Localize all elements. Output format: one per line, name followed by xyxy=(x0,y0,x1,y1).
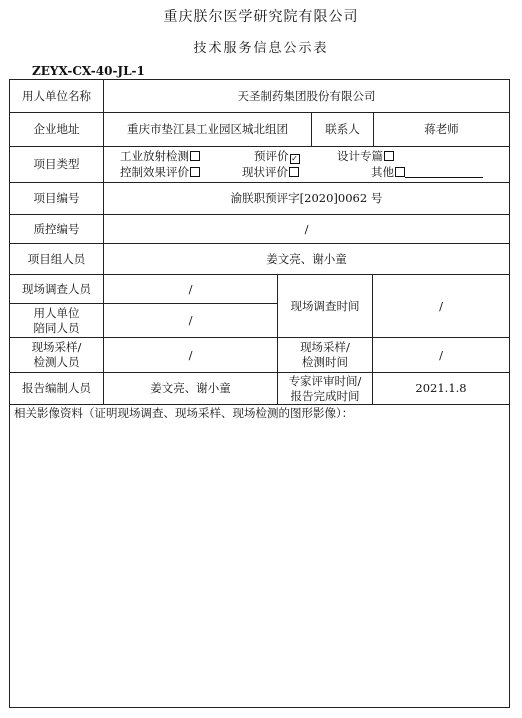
checkbox-unchecked[interactable] xyxy=(395,167,405,177)
checkbox-unchecked[interactable] xyxy=(190,167,200,177)
checkbox-unchecked[interactable] xyxy=(190,151,200,161)
survey-time-label: 现场调查时间 xyxy=(290,298,360,313)
document-code: ZEYX-CX-40-JL-1 xyxy=(32,64,145,78)
project-no-value: 渝朕职预评字[2020]0062 号 xyxy=(230,191,383,205)
option-label: 工业放射检测 xyxy=(120,149,189,163)
review-time-label xyxy=(278,373,372,404)
report-staff-value: 姜文亮、谢小童 xyxy=(150,381,231,395)
sampling-staff-label-line2: 检测人员 xyxy=(33,355,80,369)
option-status-evaluation[interactable] xyxy=(242,165,299,180)
option-label: 其他 xyxy=(371,165,394,179)
contact-value: 蒋老师 xyxy=(424,122,459,136)
review-time-label-line2: 报告完成时间 xyxy=(290,388,360,403)
survey-time-value: / xyxy=(439,298,443,313)
qc-no-label: 质控编号 xyxy=(33,221,80,236)
option-pre-evaluation[interactable] xyxy=(254,149,300,164)
other-blank-line[interactable] xyxy=(405,166,483,178)
report-staff-label: 报告编制人员 xyxy=(22,381,91,395)
option-label: 控制效果评价 xyxy=(120,165,189,179)
option-industrial-radiation[interactable] xyxy=(120,149,200,164)
sampling-time-label xyxy=(278,338,372,372)
sampling-staff-value: / xyxy=(188,347,193,362)
review-time-value: 2021.1.8 xyxy=(415,381,467,395)
address-label: 企业地址 xyxy=(33,122,80,136)
institute-name: 重庆朕尔医学研究院有限公司 xyxy=(163,9,359,25)
option-label: 现状评价 xyxy=(242,165,288,179)
images-note: 相关影像资料（证明现场调查、现场采样、现场检测的图形影像）： xyxy=(14,406,354,420)
sampling-staff-label xyxy=(10,338,103,372)
sampling-time-value: / xyxy=(439,347,443,362)
client-label: 用人单位名称 xyxy=(22,88,91,103)
info-table xyxy=(9,79,510,708)
qc-no-value: / xyxy=(304,221,309,236)
sampling-time-label-line2: 检测时间 xyxy=(302,355,348,369)
option-control-effect[interactable] xyxy=(120,165,200,180)
team-value: 姜文亮、谢小童 xyxy=(266,251,347,266)
escort-value: / xyxy=(188,313,193,327)
address-value: 重庆市垫江县工业园区城北组团 xyxy=(127,122,288,136)
survey-staff-value: / xyxy=(188,281,193,296)
review-time-label-line1: 专家评审时间/ xyxy=(288,373,362,388)
option-other[interactable] xyxy=(371,165,483,180)
contact-label: 联系人 xyxy=(325,122,360,136)
client-value: 天圣制药集团股份有限公司 xyxy=(237,88,376,103)
team-label: 项目组人员 xyxy=(27,251,86,266)
checkbox-unchecked[interactable] xyxy=(289,167,299,177)
sampling-staff-label-line1: 现场采样/ xyxy=(31,340,82,354)
project-no-label: 项目编号 xyxy=(33,191,80,205)
option-label: 预评价 xyxy=(254,149,289,163)
option-label: 设计专篇 xyxy=(337,149,383,163)
escort-label-line1: 用人单位 xyxy=(33,305,80,320)
checkbox-unchecked[interactable] xyxy=(384,151,394,161)
escort-label-line2: 陪同人员 xyxy=(33,320,80,335)
escort-label xyxy=(10,304,103,337)
checkbox-checked[interactable]: ✓ xyxy=(291,154,298,163)
project-type-label: 项目类型 xyxy=(33,157,80,171)
survey-staff-label: 现场调查人员 xyxy=(22,281,91,296)
document-title: 技术服务信息公示表 xyxy=(193,41,329,56)
sampling-time-label-line1: 现场采样/ xyxy=(300,340,350,354)
option-design-chapter[interactable] xyxy=(337,149,394,164)
